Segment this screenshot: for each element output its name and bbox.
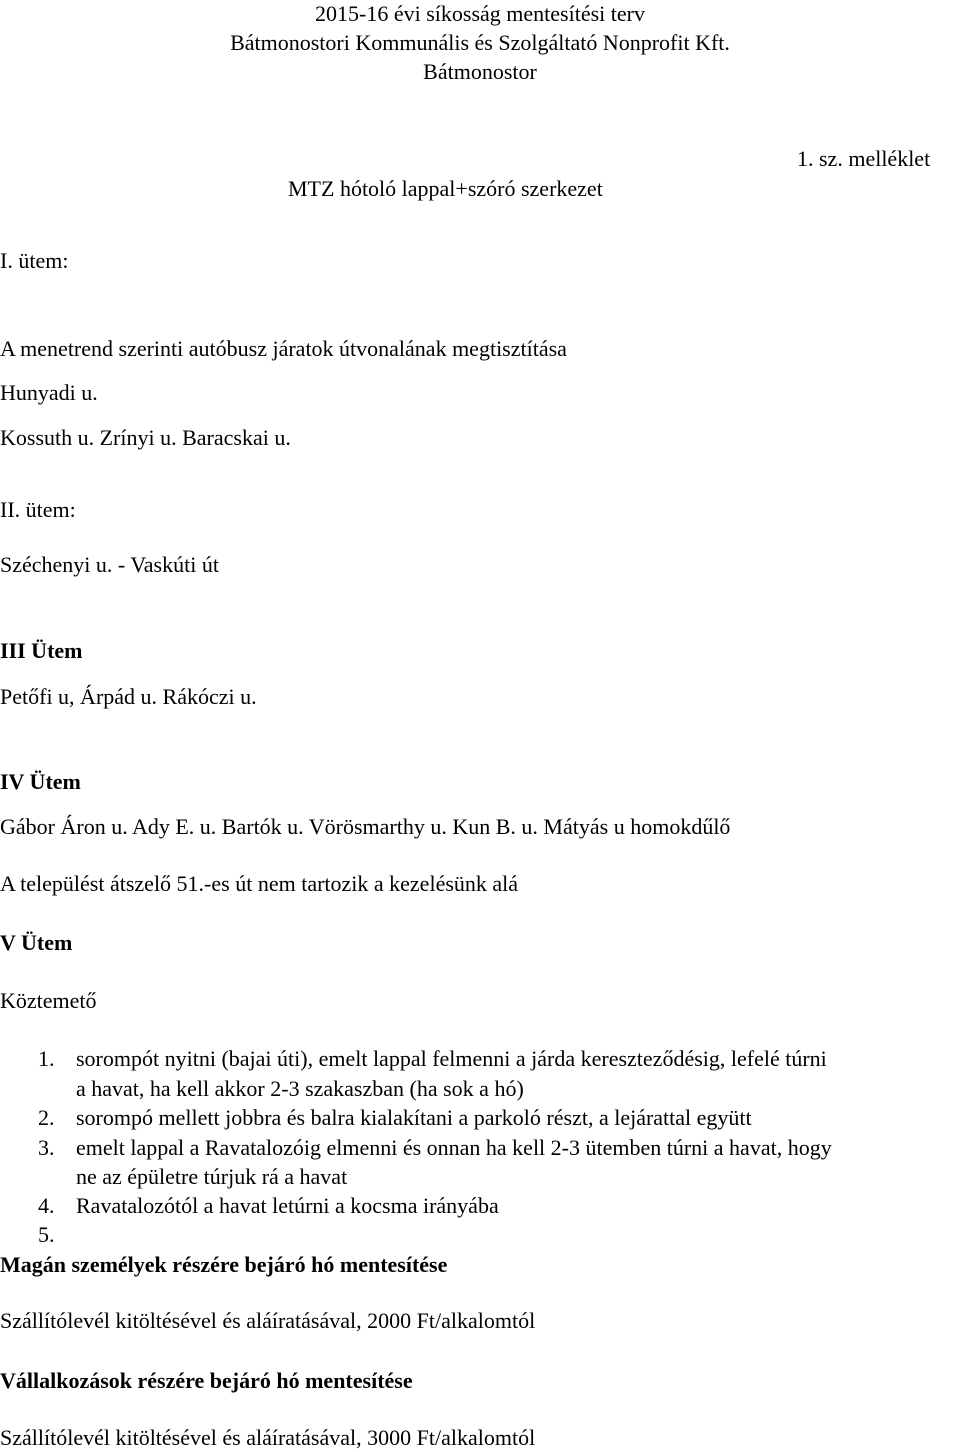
equipment-subtitle: MTZ hótoló lappal+szóró szerkezet [288,176,603,201]
stage4-streets: Gábor Áron u. Ady E. u. Bartók u. Vörösmarthy u. Kun B. u. Mátyás u homokdűlő [0,814,731,839]
stage5-title: V Ütem [0,930,73,955]
list-item-number: 3. [38,1135,55,1160]
stage1-description: A menetrend szerinti autóbusz járatok útvonalának megtisztítása [0,336,567,361]
business-title: Vállalkozások részére bejáró hó mentesítése [0,1368,413,1393]
stage5-place: Köztemető [0,988,97,1013]
private-title: Magán személyek részére bejáró hó mentesítése [0,1252,448,1277]
company-name: Bátmonostori Kommunális és Szolgáltató Nonprofit Kft. [230,30,730,55]
stage1-streets-1: Hunyadi u. [0,380,98,405]
stage2-streets: Széchenyi u. - Vaskúti út [0,552,219,577]
list-item-number: 1. [38,1046,55,1071]
list-item-text: sorompó mellett jobbra és balra kialakítani a parkoló részt, a lejárattal együtt [76,1105,752,1130]
list-item-text-continued: ne az épületre túrjuk rá a havat [76,1164,348,1189]
location-name: Bátmonostor [423,59,537,84]
list-item-text: emelt lappal a Ravatalozóig elmenni és onnan ha kell 2-3 ütemben túrni a havat, hogy [76,1135,832,1160]
stage4-title: IV Ütem [0,769,81,794]
list-item-text: Ravatalozótól a havat letúrni a kocsma irányába [76,1193,499,1218]
stage3-streets: Petőfi u, Árpád u. Rákóczi u. [0,684,257,709]
list-item-number: 5. [38,1222,55,1247]
private-price-text: Szállítólevél kitöltésével és aláíratásával, 2000 Ft/alkalomtól [0,1308,536,1333]
annex-label: 1. sz. melléklet [797,146,931,171]
stage1-streets-2: Kossuth u. Zrínyi u. Baracskai u. [0,425,291,450]
business-price-text: Szállítólevél kitöltésével és aláíratásával, 3000 Ft/alkalomtól [0,1425,536,1450]
list-item-text-continued: a havat, ha kell akkor 2-3 szakaszban (ha sok a hó) [76,1076,524,1101]
document-title: 2015-16 évi síkosság mentesítési terv [315,1,645,26]
stage2-title: II. ütem: [0,497,76,522]
list-item-number: 4. [38,1193,55,1218]
stage4-note: A települést átszelő 51.-es út nem tartozik a kezelésünk alá [0,871,519,896]
list-item-number: 2. [38,1105,55,1130]
stage1-title: I. ütem: [0,248,69,273]
list-item-text: sorompót nyitni (bajai úti), emelt lappal felmenni a járda kereszteződésig, lefelé túrni [76,1046,827,1071]
stage3-title: III Ütem [0,638,83,663]
